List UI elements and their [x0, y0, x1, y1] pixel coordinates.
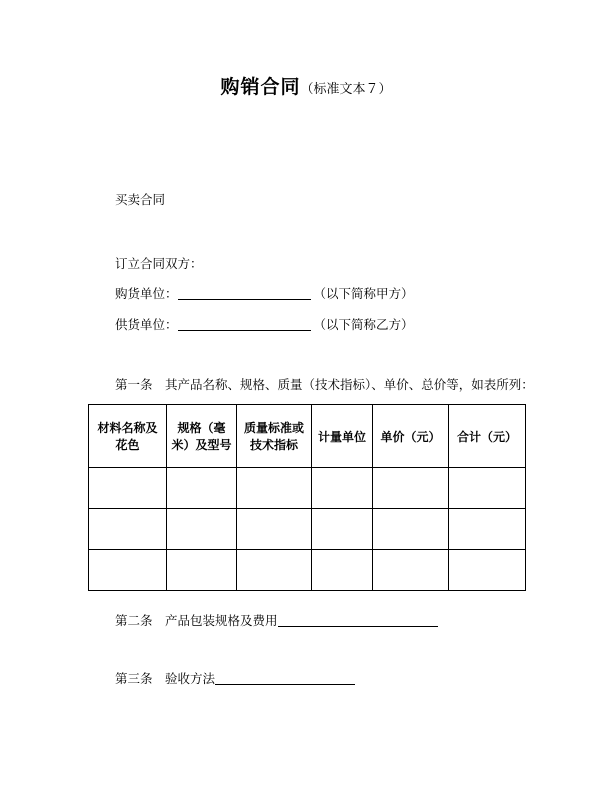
seller-line — [115, 317, 414, 333]
table-cell — [237, 468, 312, 509]
buyer-blank-underline — [178, 286, 311, 300]
intro-text: 买卖合同 — [115, 193, 166, 207]
table-cell — [167, 550, 237, 591]
table-cell — [312, 550, 373, 591]
table-cell — [312, 509, 373, 550]
col-header-unit-price: 单价（元） — [373, 405, 449, 468]
table-cell — [237, 509, 312, 550]
table-cell — [167, 509, 237, 550]
buyer-line — [115, 286, 414, 302]
article2-blank-underline — [278, 613, 438, 627]
col-header-spec-model: 规格（毫米）及型号 — [167, 405, 237, 468]
seller-label: 供货单位： — [115, 318, 178, 332]
table-cell — [167, 468, 237, 509]
table-row — [89, 468, 526, 509]
seller-blank-underline — [178, 317, 311, 331]
article3-label: 第三条 验收方法 — [115, 672, 216, 686]
table-cell — [89, 468, 167, 509]
document-title — [0, 72, 612, 99]
table-cell — [373, 468, 449, 509]
buyer-label: 购货单位： — [115, 287, 178, 301]
table-cell — [373, 550, 449, 591]
table-cell — [449, 550, 526, 591]
table-cell — [373, 509, 449, 550]
col-header-total: 合计（元） — [449, 405, 526, 468]
title-sub: （标准文本７） — [300, 81, 392, 96]
table-row — [89, 509, 526, 550]
article3-blank-underline — [215, 671, 355, 685]
table-cell — [449, 468, 526, 509]
col-header-quality-standard: 质量标准或技术指标 — [237, 405, 312, 468]
article1-text: 第一条 其产品名称、规格、质量（技术指标）、单价、总价等，如表所列： — [115, 378, 534, 392]
seller-suffix: （以下简称乙方） — [313, 318, 414, 332]
table-cell — [449, 509, 526, 550]
product-table — [88, 404, 526, 591]
col-header-material-name: 材料名称及花色 — [89, 405, 167, 468]
col-header-unit: 计量单位 — [312, 405, 373, 468]
table-cell — [89, 550, 167, 591]
table-cell — [312, 468, 373, 509]
title-main: 购销合同 — [220, 77, 301, 98]
table-cell — [237, 550, 312, 591]
article2-line — [115, 613, 438, 629]
buyer-suffix: （以下简称甲方） — [313, 287, 414, 301]
table-row — [89, 550, 526, 591]
table-header-row — [89, 405, 526, 468]
parties-heading: 订立合同双方： — [115, 257, 203, 271]
article2-label: 第二条 产品包装规格及费用 — [115, 614, 278, 628]
table-cell — [89, 509, 167, 550]
article3-line — [115, 671, 355, 687]
